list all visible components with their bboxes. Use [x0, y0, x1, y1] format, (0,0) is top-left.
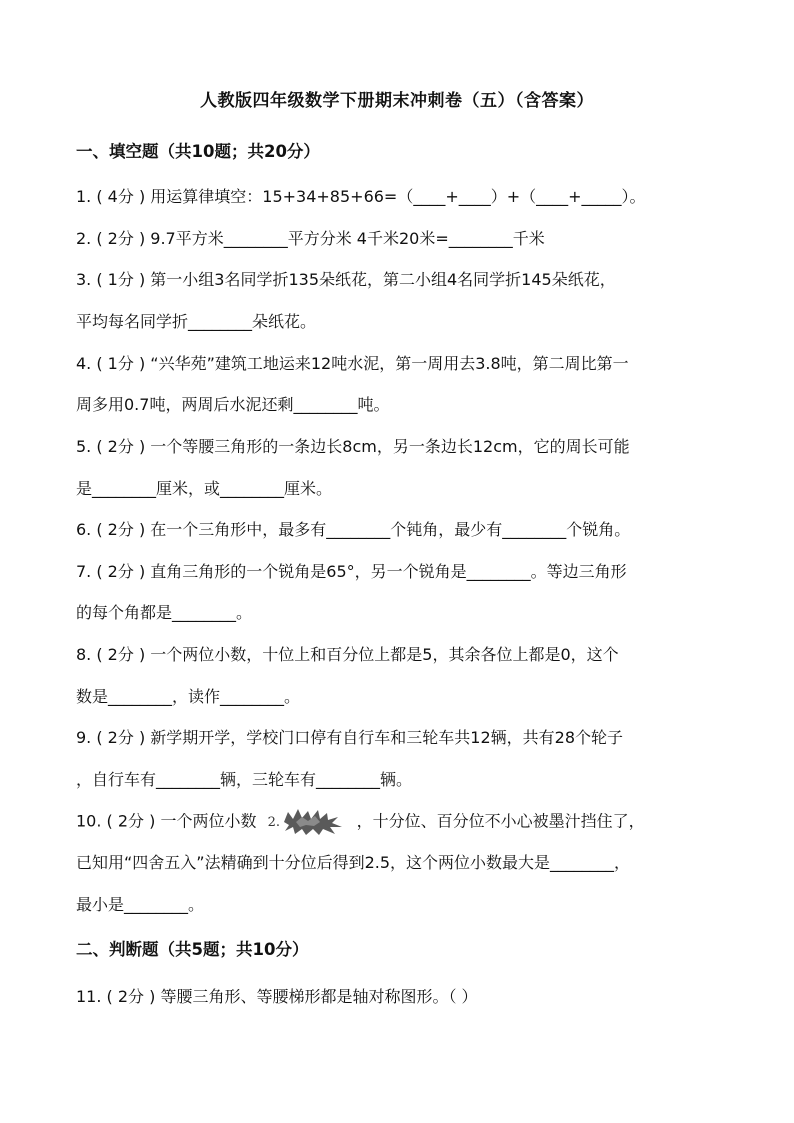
page-title: 人教版四年级数学下册期末冲刺卷（五）（含答案） [200, 91, 594, 111]
question-5-line-2: 是________厘米，或________厘米。 [76, 479, 333, 498]
question-10-text-after: ，十分位、百分位不小心被墨汁挡住了， [356, 811, 645, 831]
question-4-line-2: 周多用0.7吨，两周后水泥还剩________吨。 [76, 395, 390, 414]
section-fill-in-blank: 一、填空题（共10题；共20分） [76, 142, 320, 161]
question-9-line-2: ，自行车有________辆，三轮车有________辆。 [76, 770, 413, 789]
question-3-line-2: 平均每名同学折________朵纸花。 [76, 312, 317, 331]
question-9-line-1: 9. ( 2分 ) 新学期开学，学校门口停有自行车和三轮车共12辆，共有28个轮子 [76, 728, 623, 747]
question-7-line-1: 7. ( 2分 ) 直角三角形的一个锐角是65°，另一个锐角是________。等边三角形 [76, 562, 627, 581]
question-10-line-3: 最小是________。 [76, 895, 205, 914]
question-3-line-1: 3. ( 1分 ) 第一小组3名同学折135朵纸花，第二小组4名同学折145朵纸花， [76, 270, 616, 289]
question-6: 6. ( 2分 ) 在一个三角形中，最多有________个钝角，最少有________个锐角。 [76, 520, 631, 539]
question-5-line-1: 5. ( 2分 ) 一个等腰三角形的一条边长8cm，另一条边长12cm，它的周长可能 [76, 437, 630, 456]
question-11: 11. ( 2分 ) 等腰三角形、等腰梯形都是轴对称图形。（ ） [76, 987, 478, 1006]
question-7-line-2: 的每个角都是________。 [76, 603, 253, 622]
question-8-line-1: 8. ( 2分 ) 一个两位小数，十位上和百分位上都是5，其余各位上都是0，这个 [76, 645, 619, 664]
question-4-line-1: 4. ( 1分 ) “兴华苑”建筑工地运来12吨水泥，第一周用去3.8吨，第二周比第一 [76, 354, 629, 373]
question-1: 1. ( 4分 ) 用运算律填空：15+34+85+66=（____+____）+（____+_____）。 [76, 187, 646, 206]
question-10-text-before: 10. ( 2分 ) 一个两位小数 [76, 811, 257, 831]
question-8-line-2: 数是________，读作________。 [76, 687, 301, 706]
stain-visible-digit: 2. [267, 815, 280, 830]
ink-stain-image [266, 808, 348, 836]
question-10-line-2: 已知用“四舍五入”法精确到十分位后得到2.5，这个两位小数最大是________， [76, 853, 631, 872]
section-true-false: 二、判断题（共5题；共10分） [76, 940, 309, 959]
question-10-line-1 [76, 808, 645, 836]
question-2: 2. ( 2分 ) 9.7平方米________平方分米 4千米20米=________千米 [76, 229, 545, 248]
